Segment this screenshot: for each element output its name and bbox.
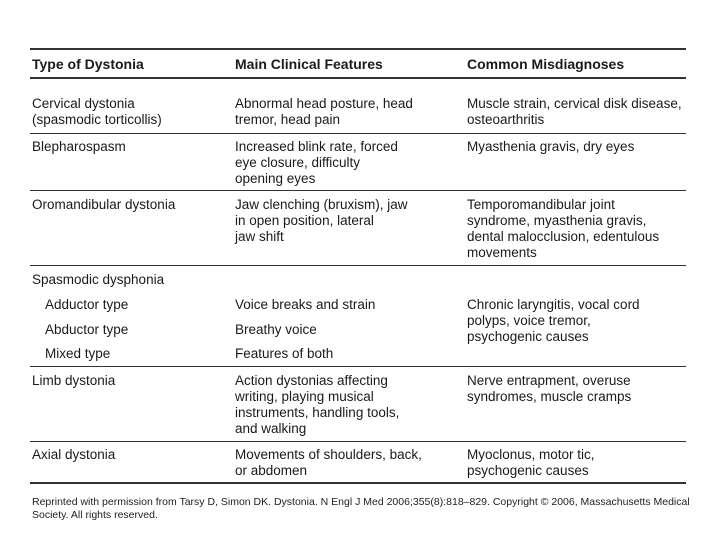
subtype-cell: Abductor type [45,322,129,337]
subtype-cell: Mixed type [45,346,111,361]
features-cell: Voice breaks and strain [235,297,376,312]
subtype-cell: Adductor type [45,297,129,312]
misdiagnoses-cell: psychogenic causes [467,329,589,344]
row-divider [30,190,686,191]
features-cell: Movements of shoulders, back, [235,447,422,462]
misdiagnoses-cell: Myoclonus, motor tic, [467,447,595,462]
features-cell: Features of both [235,346,334,361]
features-cell: Breathy voice [235,322,317,337]
features-cell: and walking [235,421,307,436]
misdiagnoses-cell: syndromes, muscle cramps [467,389,632,404]
misdiagnoses-cell: Temporomandibular joint [467,197,615,212]
misdiagnoses-cell: Muscle strain, cervical disk disease, [467,96,682,111]
misdiagnoses-cell: dental malocclusion, edentulous [467,229,660,244]
features-cell: instruments, handling tools, [235,405,400,420]
features-cell: Increased blink rate, forced [235,139,398,154]
misdiagnoses-cell: syndrome, myasthenia gravis, [467,213,647,228]
type-cell: Oromandibular dystonia [32,197,176,212]
features-cell: in open position, lateral [235,213,374,228]
features-cell: tremor, head pain [235,112,341,127]
type-cell: Limb dystonia [32,373,116,388]
features-cell: Abnormal head posture, head [235,96,413,111]
misdiagnoses-cell: Chronic laryngitis, vocal cord [467,297,640,312]
header-common-misdiagnoses: Common Misdiagnoses [467,56,625,72]
header-type-of-dystonia: Type of Dystonia [32,56,144,72]
features-cell: opening eyes [235,171,316,186]
features-cell: jaw shift [235,229,284,244]
features-cell: writing, playing musical [235,389,374,404]
row-divider [30,441,686,442]
header-bottom-rule [30,77,686,79]
type-cell: Cervical dystonia [32,96,135,111]
type-cell: Blepharospasm [32,139,126,154]
source-footnote: Reprinted with permission from Tarsy D, Simon DK. Dystonia. N Engl J Med 2006;355(8):818–829. Copyright © 2006, Massachusetts Medical Society. All rights reserved. [32,496,690,521]
type-cell: Spasmodic dysphonia [32,272,165,287]
table-bottom-rule [30,482,686,484]
misdiagnoses-cell: psychogenic causes [467,463,589,478]
features-cell: Action dystonias affecting [235,373,388,388]
table-top-rule [30,48,686,50]
features-cell: Jaw clenching (bruxism), jaw [235,197,408,212]
row-divider [30,366,686,367]
row-divider [30,265,686,266]
header-main-clinical-features: Main Clinical Features [235,56,383,72]
features-cell: or abdomen [235,463,308,478]
misdiagnoses-cell: polyps, voice tremor, [467,313,591,328]
type-cell: Axial dystonia [32,447,116,462]
type-cell: (spasmodic torticollis) [32,112,162,127]
misdiagnoses-cell: osteoarthritis [467,112,545,127]
misdiagnoses-cell: Nerve entrapment, overuse [467,373,631,388]
row-divider [30,133,686,134]
features-cell: eye closure, difficulty [235,155,361,170]
misdiagnoses-cell: movements [467,245,537,260]
misdiagnoses-cell: Myasthenia gravis, dry eyes [467,139,635,154]
